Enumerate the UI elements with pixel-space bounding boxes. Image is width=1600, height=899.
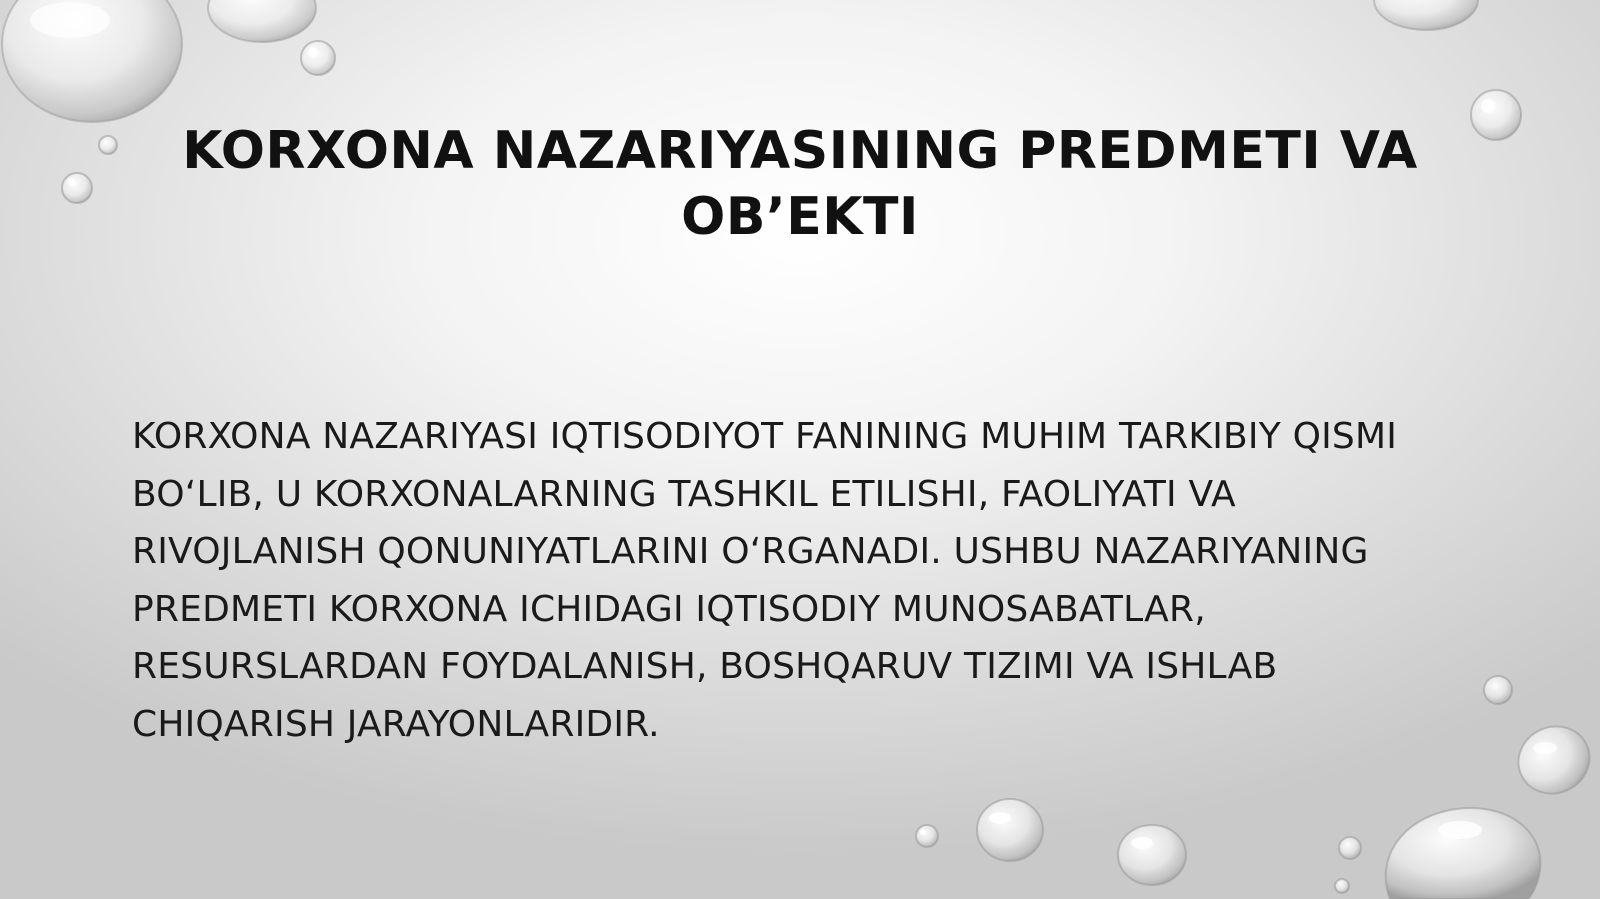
drop-small-3: [62, 173, 92, 203]
drop-right-3: [1507, 715, 1600, 805]
slide-title: KORXONA NAZARIYASINING PREDMETI VA OB’EKTI: [182, 121, 1418, 247]
drop-right-2: [1484, 676, 1512, 704]
drop-top-left-large: [2, 0, 182, 122]
slide-body-text: KORXONA NAZARIYASI IQTISODIYOT FANINING MUHIM TARKIBIY QISMI BO‘LIB, U KORXONALARNING TASHKIL ETILISHI, FAOLIYATI VA RIVOJLANISH QONUNIYATLARINI O‘RGANADI. USHBU NAZARIYANING PREDMETI KORXONA ICHIDAGI IQTISODIY MUNOSABATLAR, RESURSLARDAN FOYDALANISH, BOSHQARUV TIZIMI VA ISHLAB CHIQARISH JARAYONLARIDIR.: [132, 416, 1398, 745]
drop-bottom-small-3: [916, 825, 938, 847]
drop-bottom-medium-2: [977, 799, 1043, 861]
drop-bottom-small-1: [1339, 837, 1361, 859]
drop-top-right: [1374, 0, 1478, 30]
drop-bottom-right-large: [1386, 808, 1541, 899]
drop-top-left-medium: [208, 0, 316, 42]
drop-bottom-medium-1: [1118, 825, 1186, 885]
drop-small-2: [99, 136, 117, 154]
drop-small-1: [301, 41, 335, 75]
drop-bottom-small-2: [1335, 879, 1349, 893]
